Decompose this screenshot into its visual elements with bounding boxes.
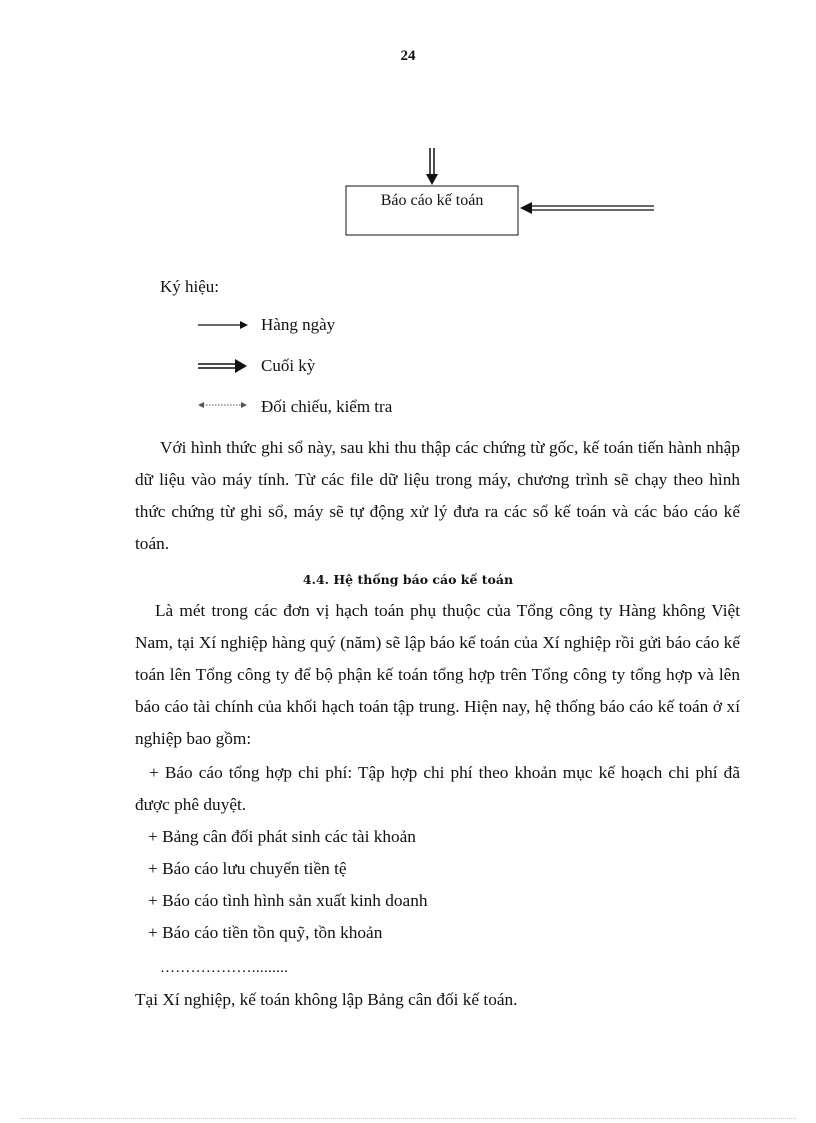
dotted-double-headed-arrow-icon: [198, 402, 247, 408]
paragraph-2: Là mét trong các đơn vị hạch toán phụ thuộc của Tổng công ty Hàng không Việt Nam, tại Xí nghiệp hàng quý (năm) sẽ lập báo kế toán của Xí nghiệp rồi gửi báo cáo kế toán lên Tổng công ty để bộ phận kế toán tổng hợp trên Tổng công ty tổng hợp và lên báo cáo tài chính của khối hạch toán tập trung. Hiện nay, hệ thống báo cáo kế toán ở xí nghiệp bao gồm:: [135, 601, 740, 748]
down-double-arrow-icon: [426, 148, 438, 185]
bottom-divider: [20, 1118, 796, 1119]
page-number: 24: [400, 48, 416, 64]
paragraph-1: Với hình thức ghi sổ này, sau khi thu thập các chứng từ gốc, kế toán tiến hành nhập dữ liệu vào máy tính. Từ các file dữ liệu trong máy, chương trình sẽ chạy theo hình thức chứng từ ghi sổ, máy sẽ tự động xử lý đưa ra các sổ kế toán và các báo cáo kế toán.: [135, 438, 740, 553]
ellipsis: ……………….........: [160, 960, 289, 976]
legend-label-period-end: Cuối kỳ: [261, 356, 316, 375]
legend-label-reconcile: Đối chiếu, kiểm tra: [261, 397, 393, 416]
list-item: + Báo cáo tiền tồn quỹ, tồn khoản: [148, 923, 383, 942]
list-item: + Báo cáo lưu chuyển tiền tệ: [148, 859, 347, 878]
legend-label-daily: Hàng ngày: [261, 315, 336, 334]
left-double-arrow-icon: [520, 202, 654, 214]
legend-title: Ký hiệu:: [160, 277, 220, 296]
list-item: + Báo cáo tình hình sản xuất kinh doanh: [148, 891, 428, 910]
report-box-label: Báo cáo kế toán: [380, 192, 484, 209]
flow-diagram: [0, 0, 816, 420]
closing-sentence: Tại Xí nghiệp, kế toán không lập Bảng cân đối kế toán.: [135, 990, 518, 1009]
double-arrow-icon: [198, 359, 247, 373]
list-item: + Báo cáo tổng hợp chi phí: Tập hợp chi phí theo khoản mục kế hoạch chi phí đã được phê duyệt.: [135, 763, 740, 814]
list-item: + Bảng cân đối phát sinh các tài khoản: [148, 827, 416, 846]
thin-arrow-icon: [198, 321, 248, 329]
section-heading: 4.4. Hệ thống báo cáo kế toán: [302, 572, 514, 587]
